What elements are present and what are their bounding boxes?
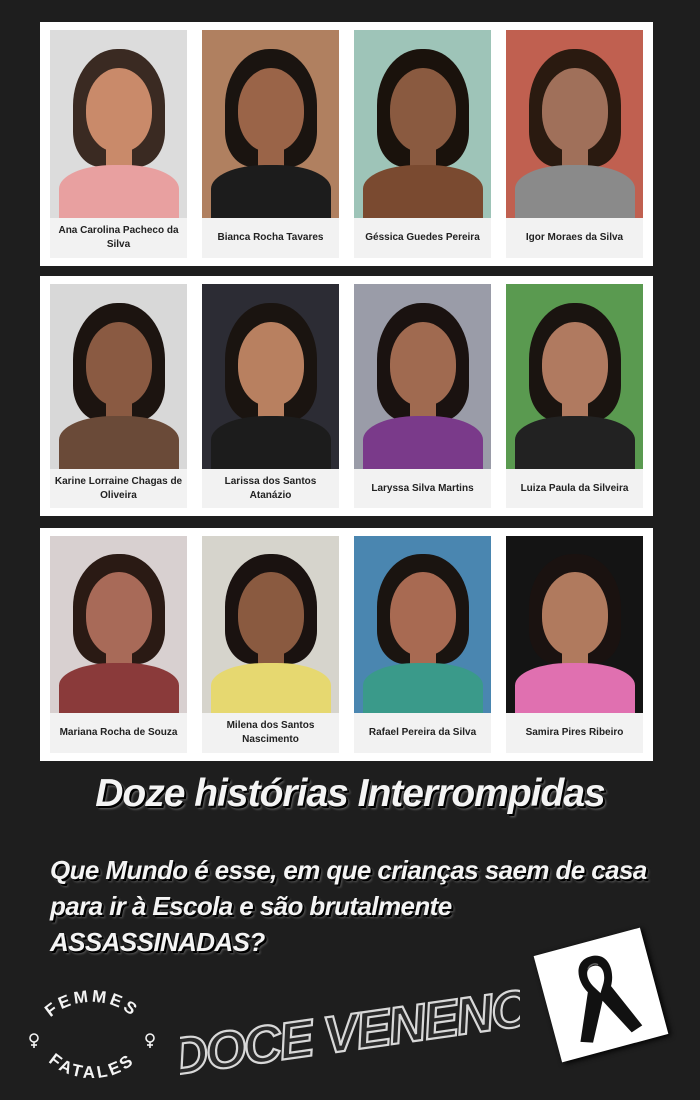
svg-text:FATALES [45, 1050, 138, 1082]
photo-panel-row-3 [40, 528, 653, 761]
portrait-photo [202, 30, 339, 218]
portrait-photo [202, 284, 339, 469]
femmes-fatales-seal [22, 990, 162, 1086]
victim-name: Mariana Rocha de Souza [50, 713, 187, 753]
victim-card [354, 536, 491, 753]
victim-name: Luiza Paula da Silveira [506, 469, 643, 508]
victim-name: Ana Carolina Pacheco da Silva [50, 218, 187, 258]
portrait-photo [50, 30, 187, 218]
photo-panel-row-1 [40, 22, 653, 266]
seal-bottom-text: FATALES [45, 1049, 139, 1083]
question-text: Que Mundo é esse, em que crianças saem de casa para ir à Escola e são brutalmente ASSASSINADAS? [50, 855, 647, 957]
victim-name: Milena dos Santos Nascimento [202, 713, 339, 753]
victim-card [506, 30, 643, 258]
headline: Doze histórias Interrompidas [95, 772, 605, 815]
victim-card [506, 284, 643, 508]
portrait-photo [354, 536, 491, 713]
victim-name: Rafael Pereira da Silva [354, 713, 491, 753]
victim-name: Larissa dos Santos Atanázio [202, 469, 339, 508]
portrait-photo [354, 30, 491, 218]
victim-card [506, 536, 643, 753]
portrait-photo [50, 284, 187, 469]
victim-name: Laryssa Silva Martins [354, 469, 491, 508]
photo-panel-row-2 [40, 276, 653, 516]
seal-top-text: FEMMES [41, 990, 143, 1021]
female-symbol-icon [146, 1034, 154, 1048]
portrait-photo [202, 536, 339, 713]
victim-card [202, 30, 339, 258]
brand-text: DOCE VENENO [180, 988, 520, 1078]
victim-card [50, 284, 187, 508]
female-symbol-icon [30, 1034, 38, 1048]
victim-name: Géssica Guedes Pereira [354, 218, 491, 258]
victim-name: Karine Lorraine Chagas de Oliveira [50, 469, 187, 508]
portrait-photo [506, 284, 643, 469]
portrait-photo [506, 30, 643, 218]
portrait-photo [354, 284, 491, 469]
portrait-photo [50, 536, 187, 713]
doce-veneno-logo [180, 988, 520, 1078]
victim-card [354, 30, 491, 258]
victim-card [50, 30, 187, 258]
victim-name: Bianca Rocha Tavares [202, 218, 339, 258]
victim-name: Igor Moraes da Silva [506, 218, 643, 258]
victim-card [50, 536, 187, 753]
black-ribbon-icon [540, 934, 662, 1056]
victim-card [202, 536, 339, 753]
victim-card [354, 284, 491, 508]
victim-card [202, 284, 339, 508]
svg-text:FEMMES [41, 990, 142, 1021]
victim-name: Samira Pires Ribeiro [506, 713, 643, 753]
portrait-photo [506, 536, 643, 713]
